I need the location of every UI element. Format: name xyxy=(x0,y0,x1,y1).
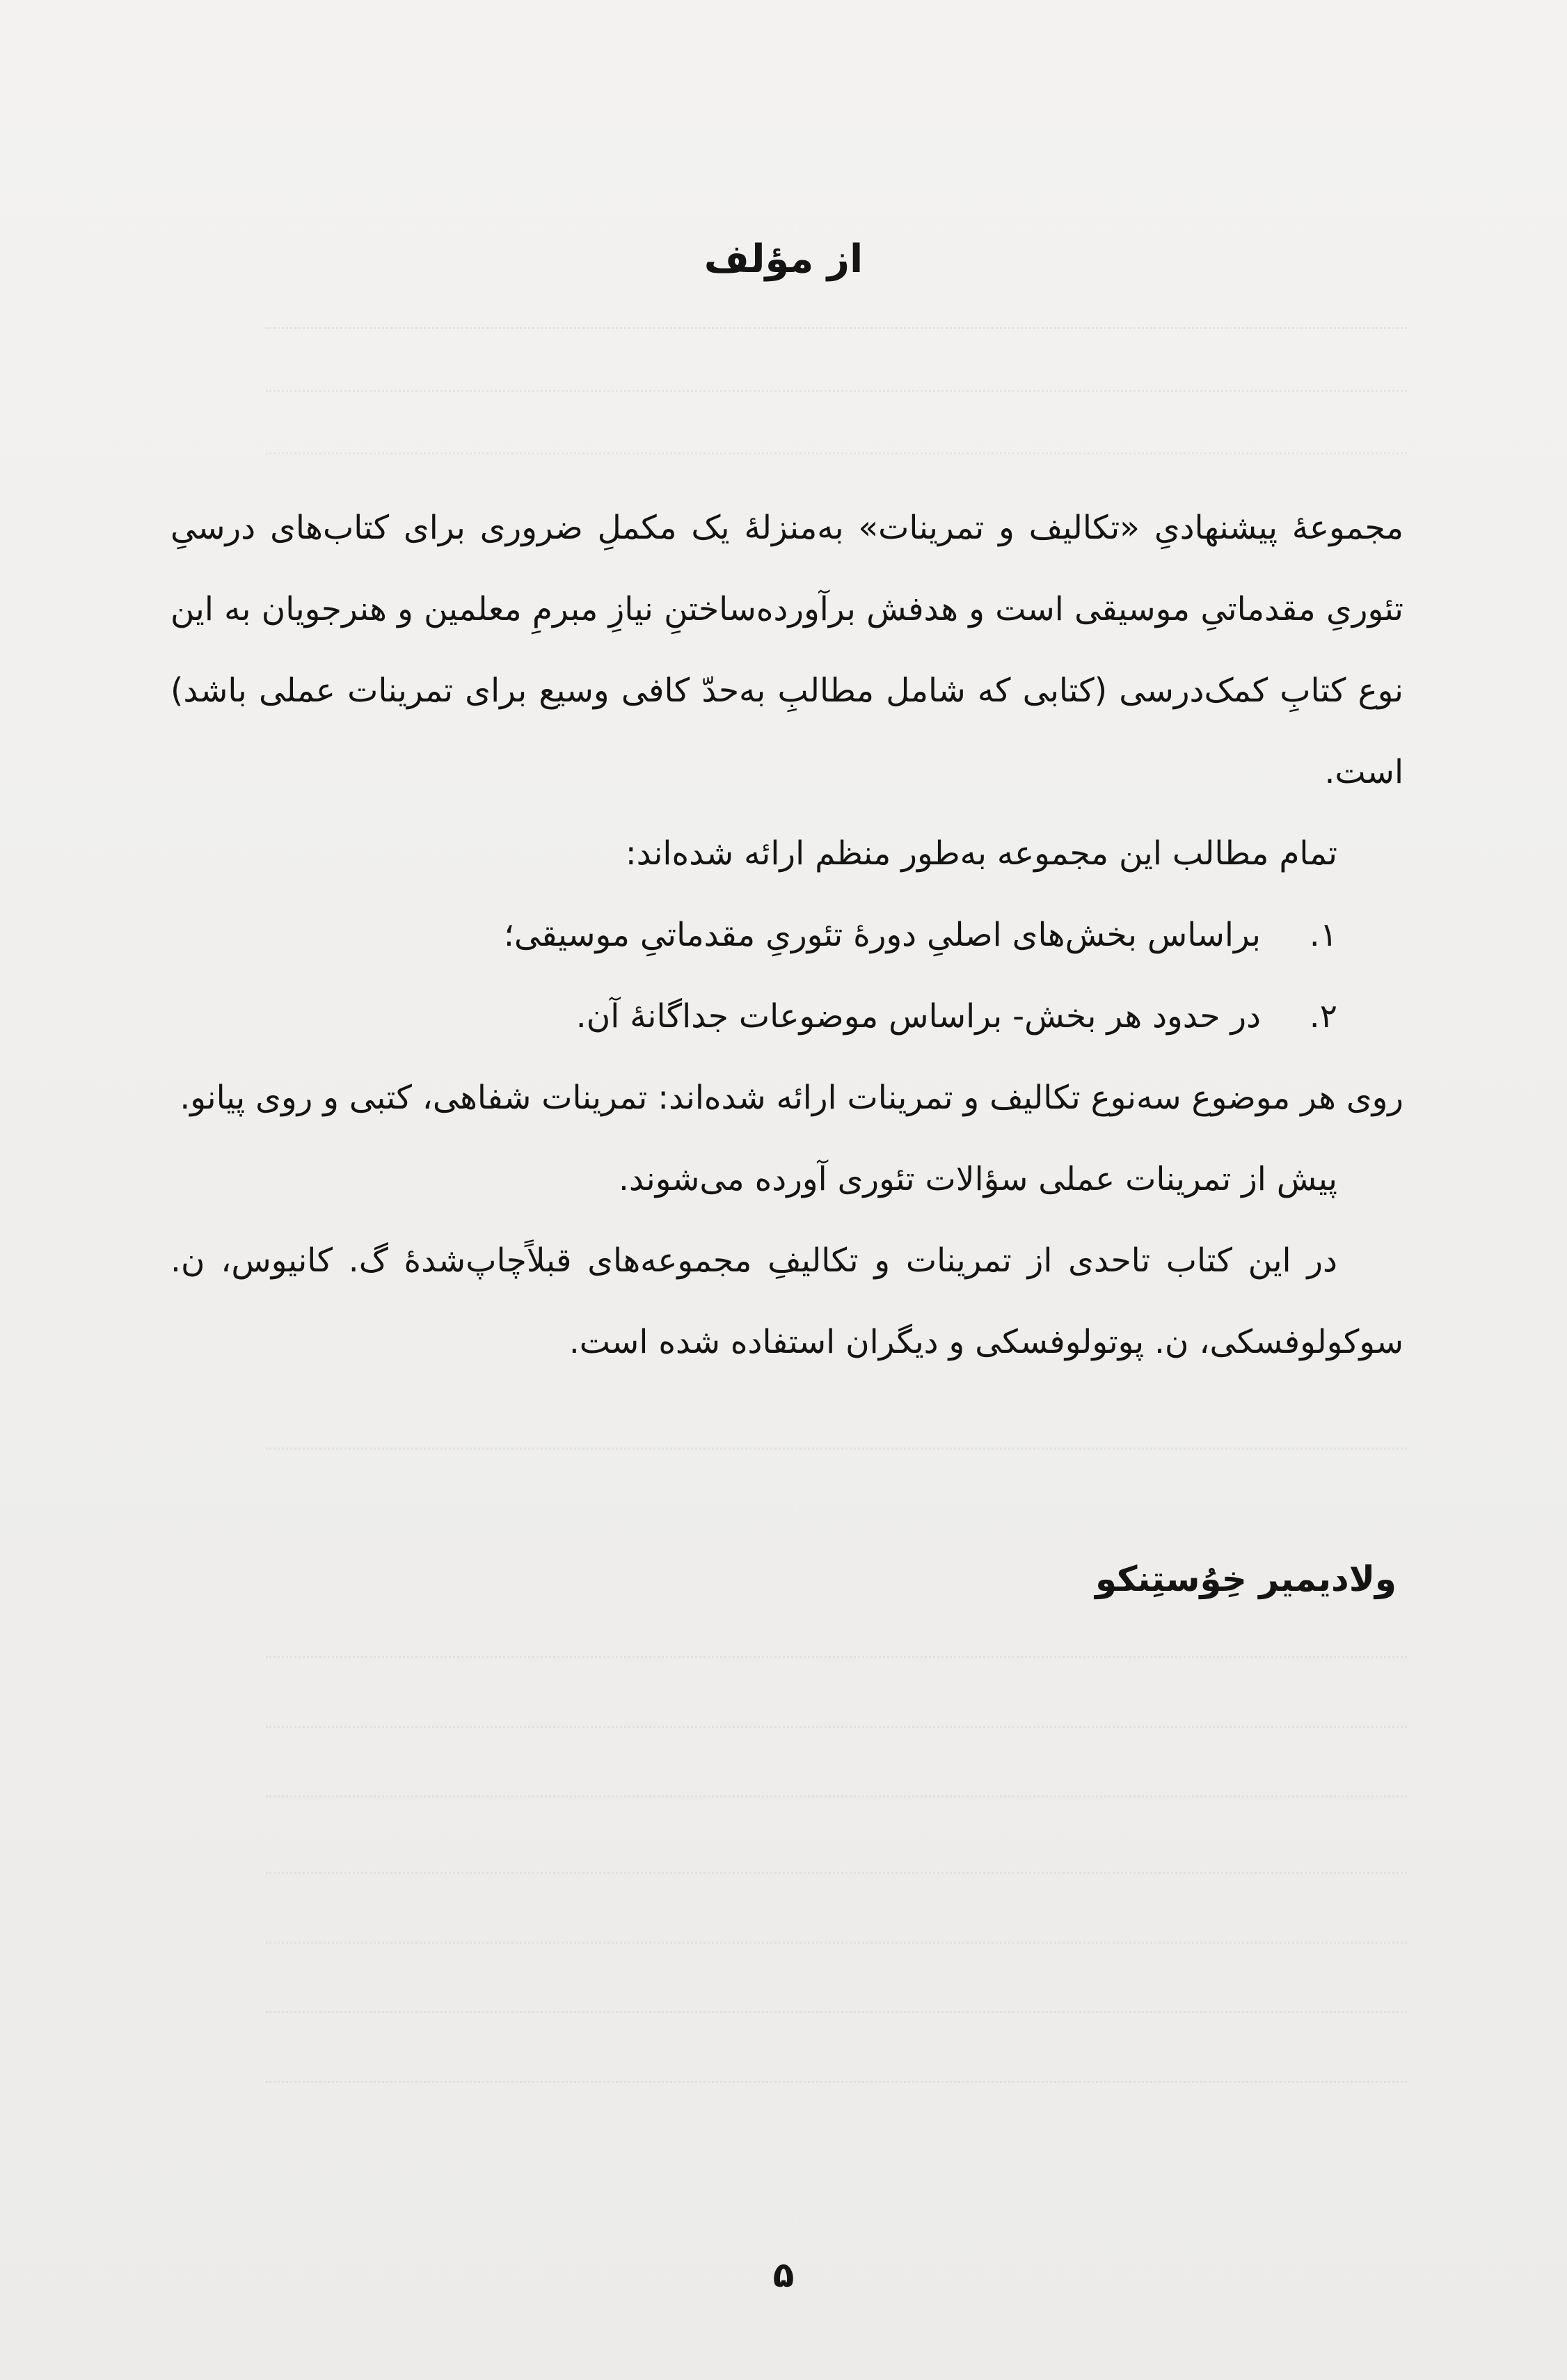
bleed-through-line xyxy=(266,2011,1407,2013)
bleed-through-line xyxy=(266,1795,1407,1798)
preface-body xyxy=(170,487,1403,1383)
bleed-through-line xyxy=(266,1726,1407,1728)
list-item xyxy=(170,894,1403,976)
list-item-text: براساس بخش‌های اصلیِ دورهٔ تئوریِ مقدماتیِ موسیقی؛ xyxy=(504,916,1261,954)
list-item-number: ۲. xyxy=(1309,997,1337,1036)
list-item xyxy=(170,976,1403,1057)
bleed-through-line xyxy=(266,1656,1407,1658)
page-number: ۵ xyxy=(772,2255,795,2295)
arrangement-list xyxy=(170,894,1403,1057)
page-title: از مؤلف xyxy=(703,237,864,282)
theory-questions-paragraph: پیش از تمرینات عملی سؤالات تئوری آورده می‌شوند. xyxy=(619,1160,1337,1198)
author-signature: ولادیمیر خِوُستِنکو xyxy=(1095,1559,1397,1599)
bleed-through-line xyxy=(266,1447,1407,1450)
sources-paragraph: در این کتاب تاحدی از تمرینات و تکالیفِ مجموعه‌های قبلاً‌چاپ‌شدهٔ گ. کانیوس، ن. سوکولوفسکی، ن. پوتولوفسکی و دیگران استفاده شده است. xyxy=(170,1241,1403,1361)
bleed-through-line xyxy=(266,1872,1407,1874)
list-item-text: در حدود هر بخش- براساس موضوعات جداگانهٔ آن. xyxy=(575,997,1261,1036)
bleed-through-line xyxy=(266,390,1407,392)
bleed-through-line xyxy=(266,2081,1407,2083)
intro-paragraph: مجموعهٔ پیشنهادیِ «تکالیف و تمرینات» به‌منزلهٔ یک مکملِ ضروری برای کتاب‌های درسیِ تئوریِ مقدماتیِ موسیقی است و هدفش برآورده‌ساختنِ نیازِ مبرمِ معلمین و هنرجویان به این نوع کتابِ کمک‌درسی (کتابی که شامل مطالبِ به‌حدّ کافی وسیع برای تمرینات عملی باشد) است. xyxy=(170,509,1403,791)
exercise-types-paragraph: روی هر موضوع سه‌نوع تکالیف و تمرینات ارائه شده‌اند: تمرینات شفاهی، کتبی و روی پیانو. xyxy=(180,1079,1403,1117)
arrangement-paragraph: تمام مطالب این مجموعه به‌طور منظم ارائه شده‌اند: xyxy=(625,834,1337,873)
list-item-number: ۱. xyxy=(1309,916,1337,954)
bleed-through-line xyxy=(266,452,1407,454)
bleed-through-line xyxy=(266,327,1407,329)
bleed-through-line xyxy=(266,1942,1407,1944)
